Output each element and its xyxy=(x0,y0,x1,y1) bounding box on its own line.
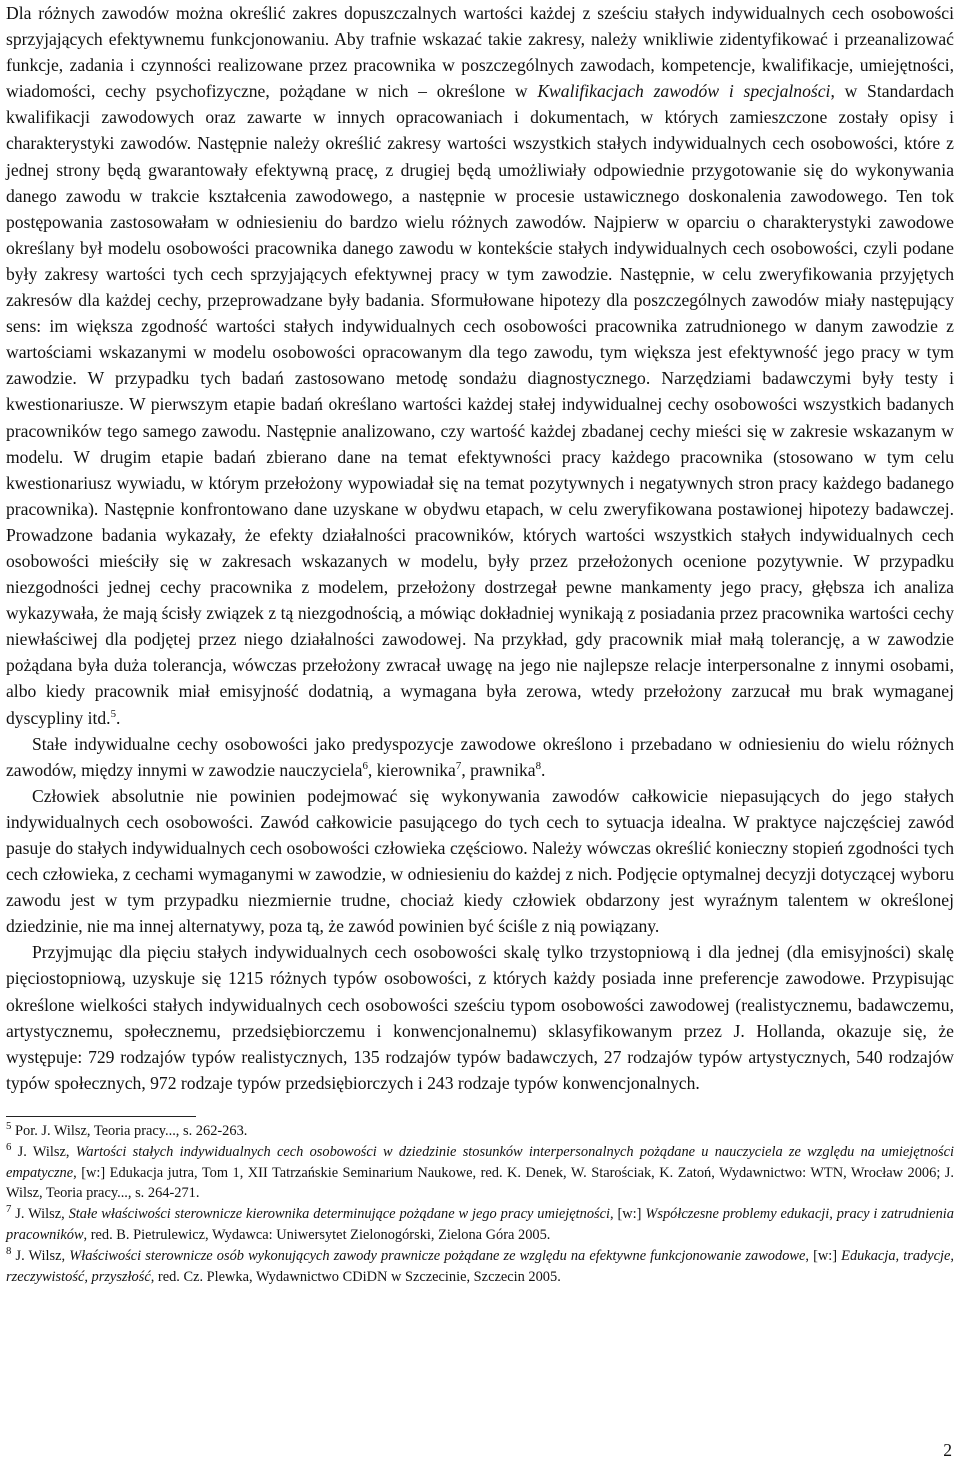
footnote-title: Stałe właściwości sterownicze kierownika determinujące pożądane w jego pracy umiejętności xyxy=(68,1206,611,1223)
footnotes-section xyxy=(6,1116,954,1287)
paragraph-2 xyxy=(6,731,954,783)
footnote-7 xyxy=(6,1204,954,1246)
footnote-in: , [w:] xyxy=(805,1247,842,1264)
footnote-author: J. Wilsz, xyxy=(15,1247,70,1264)
paragraph-4: Przyjmując dla pięciu stałych indywidualnych cech osobowości skalę tylko trzystopniową i dla jednej (dla emisyjności) skalę pięciostopniową, uzyskuje się 1215 różnych typów osobowości, z których każdy posiada inne preferencje zawodowe. Przypisując określone wielkości stałych indywidualnych cech osobowości sześciu typom osobowości zawodowej (realistycznemu, badawczemu, artystycznemu, społecznemu, przedsiębiorczemu i konwencjonalnemu) sklasyfikowanym przez J. Hollanda, okazuje się, że występuje: 729 rodzajów typów realistycznych, 135 rodzajów typów badawczych, 27 rodzajów typów artystycznych, 540 rodzajów typów społecznych, 972 rodzaje typów przedsiębiorczych i 243 rodzaje typów konwencjonalnych. xyxy=(6,942,954,1093)
footnote-number: 8 xyxy=(6,1244,12,1257)
paragraph-1-italic-title: Kwalifikacjach zawodów i specjalności xyxy=(537,81,831,102)
footnote-book-title: Edukacja, tradycje, rzeczywistość, przyszłość xyxy=(6,1247,954,1285)
paragraph-1-text-a: Dla różnych zawodów można określić zakres dopuszczalnych wartości każdej z sześciu stałych indywidualnych cech osobowości sprzyjających efektywnemu funkcjonowaniu. Aby trafnie wskazać takie zakresy, należy wnikliwie zidentyfikować i przeanalizować funkcje, zadania i czynności realizowane przez pracownika w poszczególnych zawodach, kompetencje, kwalifikacje, umiejętności, wiadomości, cechy psychofizyczne, pożądane w nich – określone w xyxy=(6,3,954,102)
paragraph-2-text-prawnik: , prawnika xyxy=(461,759,536,780)
paragraph-2-text-kierownik: , kierownika xyxy=(367,759,456,780)
footnote-8 xyxy=(6,1246,954,1288)
paragraph-2-end: . xyxy=(541,759,546,780)
footnote-number: 7 xyxy=(6,1203,12,1216)
footnote-in: , [w:] xyxy=(610,1206,646,1223)
paragraph-3: Człowiek absolutnie nie powinien podejmować się wykonywania zawodów całkowicie niepasujących do jego stałych indywidualnych cech osobowości. Zawód całkowicie pasującego do tych cech to sytuacja idealna. W praktyce najczęściej zawód pasuje do stałych indywidualnych cech osobowości człowieka częściowo. Należy wówczas określić konieczny stopień zgodności tych cech człowieka, z cechami wymaganymi w zawodzie, w odniesieniu do każdej z nich. Podjęcie optymalnej decyzji dotyczącej wyboru zawodu jest w tym przypadku niezmiernie trudne, chociaż kiedy człowiek obdarzony jest wyraźnym talentem w określonej dziedzinie, nie ma innej alternatywy, poza tą, że zawód powinien być ściśle z nią powiązany. xyxy=(6,785,954,937)
footnote-book-title: Współczesne problemy edukacji, pracy i zatrudnienia pracowników xyxy=(6,1206,954,1243)
footnote-number: 6 xyxy=(6,1140,12,1153)
footnote-ref-7[interactable]: 7 xyxy=(455,759,462,772)
footnote-source: , [w:] Edukacja jutra, Tom 1, XII Tatrzańskie Seminarium Naukowe, red. K. Denek, W. Starościak, K. Zatoń, Wydawnictwo: WTN, Wrocław 2006; J. Wilsz, Teoria pracy..., s. 264-271. xyxy=(6,1164,954,1202)
paragraph-1: Dla różnych zawodów można określić zakres dopuszczalnych wartości każdej z sześciu stałych indywidualnych cech osobowości sprzyjających efektywnemu funkcjonowaniu. Aby trafnie wskazać takie zakresy, należy wnikliwie zidentyfikować i przeanalizować funkcje, zadania i czynności realizowane przez pracownika w poszczególnych zawodach, kompetencje, kwalifikacje, umiejętności, wiadomości, cechy psychofizyczne, pożądane w nich – określone w Kwalifikacjach zawodów i specjalności, w Standardach kwalifikacji zawodowych oraz zawarte w innych opracowaniach i dokumentach, w których zamieszczone zostały opisy i charakterystyki zawodów. Następnie należy określić zakresy wartości wszystkich stałych indywidualnych cech osobowości, które z jednej strony będą gwarantowały efektywną pracę, z drugiej będą umożliwiały odpowiednie przygotowanie się do wykonywania danego zawodu w trakcie kształcenia zawodowego, a następnie w procesie ustawicznego doskonalenia zawodowego. Ten tok postępowania zastosowałam w odniesieniu do bardzo wielu różnych zawodów. Najpierw w oparciu o charakterystyki zawodowe określany był modelu osobowości pracownika danego zawodu w kontekście stałych indywidualnych cech osobowości, czyli podane były zakresy wartości tych cech sprzyjających efektywnej pracy w tym zawodzie. Następnie, w celu zweryfikowania przyjętych zakresów dla każdej cechy, przeprowadzane były badania. Sformułowane hipotezy dla poszczególnych zawodów miały następujący sens: im większa zgodność wartości stałych indywidualnych cech osobowości pracownika zatrudnionego w danym zawodzie z wartościami wskazanymi w modelu osobowości opracowanym dla tego zawodu, tym większa jest efektywność jego pracy w tym zawodzie. W przypadku tych badań zastosowano metodę sondażu diagnostycznego. Narzędziami badawczymi były testy i kwestionariusze. W pierwszym etapie badań określano wartości każdej stałej indywidualnej cechy osobowości wszystkich badanych pracowników tego samego zawodu. Następnie analizowano, czy wartość każdej zbadanej cechy mieści się w zakresie wskazanym w modelu. W drugim etapie badań zbierano dane na temat efektywności pracy każdego pracownika (stosowano w tym celu kwestionariusz wywiadu, w którym przełożony wypowiadał się na temat pozytywnych i negatywnych stron pracy każdego badanego pracownika). Następnie konfrontowano dane uzyskane w obydwu etapach, w celu zweryfikowana postawionej hipotezy badawczej. Prowadzone badania wykazały, że efekty działalności pracowników, których wartości wszystkich stałych indywidualnych cech osobowości mieściły się w zakresach wskazanych w modelu, były przez przełożonych ocenione pozytywnie. W przypadku niezgodności jednej cechy pracownika z modelem, przełożony dostrzegał pewne mankamenty jego pracy, głębsza ich analiza wykazywała, że mają ścisły związek z tą niezgodnością, a mówiąc dokładniej wynikają z posiadania przez pracownika wartości cechy niewłaściwej dla podjętej przez niego działalności zawodowej. Na przykład, gdy pracownik miał małą tolerancję, a w zawodzie pożądana była duża tolerancja, wówczas przełożony zwracał uwagę na jego nie najlepsze relacje interpersonalne z innymi osobami, albo kiedy pracownik miał emisyjność dodatnią, a wymagana była zerowa, wtedy przełożony zarzucał mu brak wymaganej dyscypliny itd.$^5$. xyxy=(6,3,955,728)
footnote-source: , red. B. Pietrulewicz, Wydawca: Uniwersytet Zielonogórski, Zielona Góra 2005. xyxy=(83,1226,551,1243)
footnote-ref-6[interactable]: 6 xyxy=(362,759,368,772)
page-number: 2 xyxy=(943,1440,952,1460)
paragraph-2-text: Stałe indywidualne cechy osobowości jako predyspozycje zawodowe określono i przebadano w odniesieniu do wielu różnych zawodów, między innymi w zawodzie nauczyciela xyxy=(6,733,954,780)
footnote-author: J. Wilsz, xyxy=(17,1143,76,1160)
footnote-title: Wartości stałych indywidualnych cech osobowości w dziedzinie stosunków interpersonalnych pożądane u nauczyciela ze względu na umiejętności empatyczne xyxy=(6,1143,954,1181)
footnote-source: , red. Cz. Plewka, Wydawnictwo CDiDN w Szczecinie, Szczecin 2005. xyxy=(150,1268,561,1285)
footnote-6 xyxy=(6,1142,954,1204)
document-page xyxy=(6,0,954,1287)
footnote-title: Właściwości sterownicze osób wykonujących zawody prawnicze pożądane ze względu na efektywne funkcjonowanie zawodowe xyxy=(69,1247,806,1264)
footnote-number: 5 xyxy=(6,1120,12,1133)
footnote-separator xyxy=(6,1116,196,1117)
paragraph-1-text-b: , w Standardach kwalifikacji zawodowych oraz zawarte w innych opracowaniach i dokumentach, w których zamieszczone zostały opisy i charakterystyki zawodów. Następnie należy określić zakresy wartości wszystkich stałych indywidualnych cech osobowości, które z jednej strony będą gwarantowały efektywną pracę, z drugiej będą umożliwiały odpowiednie przygotowanie się do wykonywania danego zawodu w trakcie kształcenia zawodowego, a następnie w procesie ustawicznego doskonalenia zawodowego. Ten tok postępowania zastosowałam w odniesieniu do bardzo wielu różnych zawodów. Najpierw w oparciu o charakterystyki zawodowe określany był modelu osobowości pracownika danego zawodu w kontekście stałych indywidualnych cech osobowości, czyli podane były zakresy wartości tych cech sprzyjających efektywnej pracy w tym zawodzie. Następnie, w celu zweryfikowania przyjętych zakresów dla każdej cechy, przeprowadzane były badania. Sformułowane hipotezy dla poszczególnych zawodów miały następujący sens: im większa zgodność wartości stałych indywidualnych cech osobowości pracownika zatrudnionego w danym zawodzie z wartościami wskazanymi w modelu osobowości opracowanym dla tego zawodu, tym większa jest efektywność jego pracy w tym zawodzie. W przypadku tych badań zastosowano metodę sondażu diagnostycznego. Narzędziami badawczymi były testy i kwestionariusze. W pierwszym etapie badań określano wartości każdej stałej indywidualnej cechy osobowości wszystkich badanych pracowników tego samego zawodu. Następnie analizowano, czy wartość każdej zbadanej cechy mieści się w zakresie wskazanym w modelu. W drugim etapie badań zbierano dane na temat efektywności pracy każdego pracownika (stosowano w tym celu kwestionariusz wywiadu, w którym przełożony wypowiadał się na temat pozytywnych i negatywnych stron pracy każdego badanego pracownika). Następnie konfrontowano dane uzyskane w obydwu etapach, w celu zweryfikowana postawionej hipotezy badawczej. Prowadzone badania wykazały, że efekty działalności pracowników, których wartości wszystkich stałych indywidualnych cech osobowości mieściły się w zakresach wskazanych w modelu, były przez przełożonych ocenione pozytywnie. W przypadku niezgodności jednej cechy pracownika z modelem, przełożony dostrzegał pewne mankamenty jego pracy, głębsza ich analiza wykazywała, że mają ścisły związek z tą niezgodnością, a mówiąc dokładniej wynikają z posiadania przez pracownika wartości cechy niewłaściwej dla podjętej przez niego działalności zawodowej. Na przykład, gdy pracownik miał małą tolerancję, a w zawodzie pożądana była duża tolerancja, wówczas przełożony zwracał uwagę na jego nie najlepsze relacje interpersonalne z innymi osobami, albo kiedy pracownik miał emisyjność dodatnią, a wymagana była zerowa, wtedy przełożony zarzucał mu brak wymaganej dyscypliny itd. xyxy=(6,81,955,728)
footnote-5 xyxy=(6,1121,954,1142)
footnote-author: J. Wilsz, xyxy=(15,1206,69,1223)
footnote-text: Por. J. Wilsz, Teoria pracy..., s. 262-263. xyxy=(15,1122,248,1139)
footnote-ref-8[interactable]: 8 xyxy=(535,759,542,772)
footnote-ref-5[interactable]: 5 xyxy=(110,707,117,720)
